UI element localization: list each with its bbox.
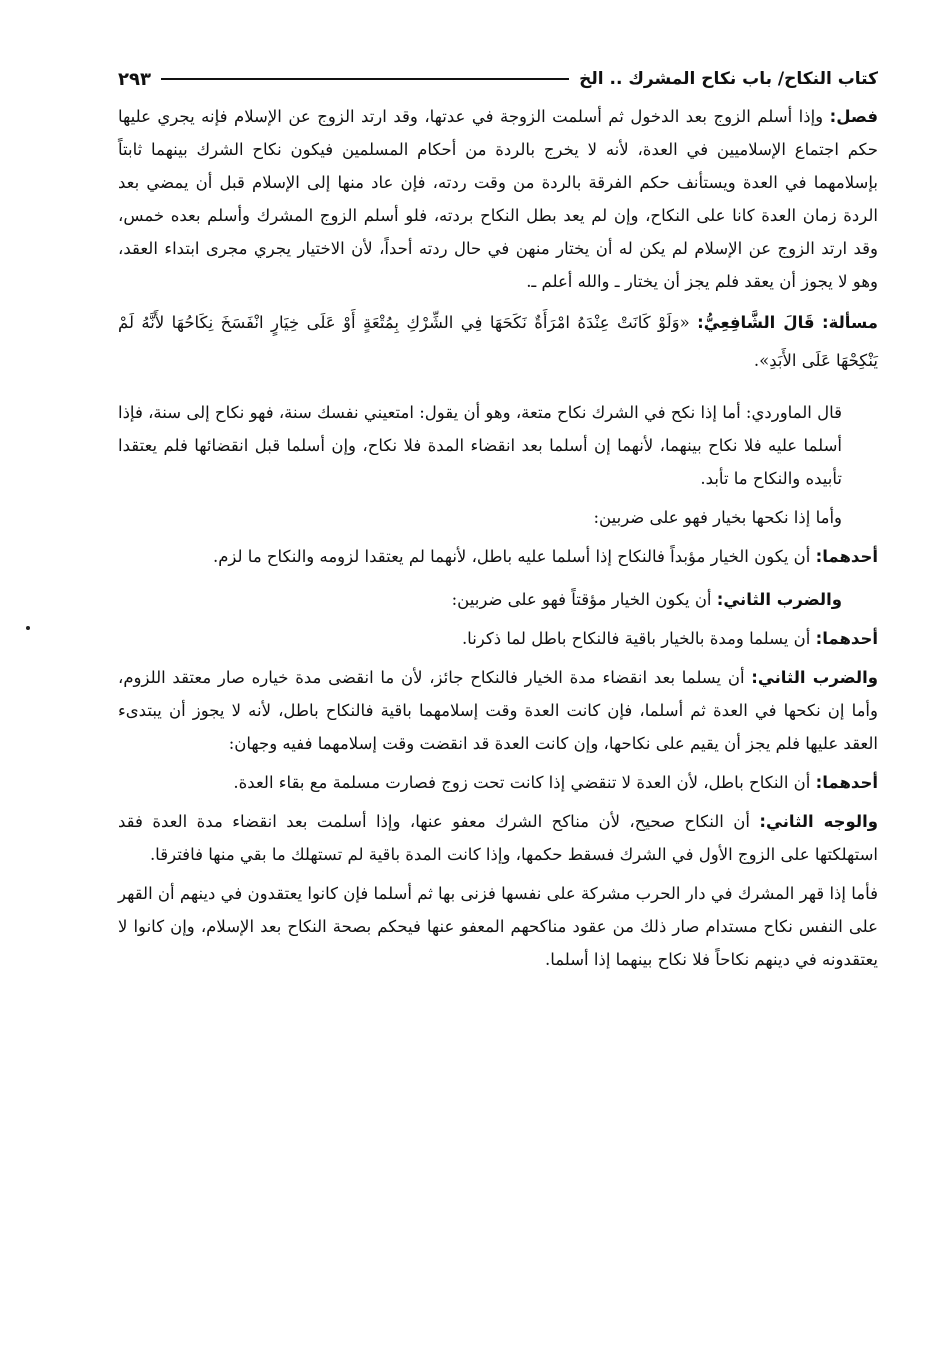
page-number: ٢٩٣: [118, 68, 151, 90]
header-rule: [161, 78, 569, 80]
paragraph-mawardi: [118, 396, 878, 495]
paragraph-khiyar: [118, 501, 878, 534]
paragraph-second-view: [118, 805, 878, 871]
paragraph-lead: أحدهما:: [815, 547, 878, 566]
scan-speck: [26, 626, 30, 630]
paragraph-fasl: [118, 100, 878, 298]
paragraph-second-type: [118, 583, 878, 616]
paragraph-lead: فصل:: [829, 107, 878, 126]
paragraph-lead: أحدهما:: [815, 773, 878, 792]
paragraph-text: أن يسلما بعد انقضاء مدة الخيار فالنكاح جائز، لأن ما انقضى مدة خياره صار معتقد اللزوم، وأما إن نكحها في العدة ثم أسلما، فإن كانت العدة وقت إسلامهما باقية فالنكاح باطل، لأنه لا يجوز أن يبتدىء العقد عليها فلم يجز أن يقيم على نكاحها، وإن كانت العدة قد انقضت وقت إسلامهما ففيه وجهان:: [118, 668, 878, 753]
paragraph-first-type: [118, 540, 878, 573]
paragraph-text: أن يسلما ومدة بالخيار باقية فالنكاح باطل لما ذكرنا.: [461, 629, 816, 648]
paragraph-text: أن النكاح باطل، لأن العدة لا تنقضي إذا كانت تحت زوج فصارت مسلمة مع بقاء العدة.: [233, 773, 816, 792]
quote-text: «وَلَوْ كَانَتْ عِنْدَهُ امْرَأَةٌ نَكَحَهَا فِي الشِّرْكِ بِمُتْعَةٍ أَوْ عَلَى خِيَارٍ انْفَسَخَ نِكَاحُهَا لأَنَّهُ لَمْ يَنْكِحْهَا عَلَى الأَبَدِ».: [118, 313, 878, 370]
paragraph-text: أن يكون الخيار مؤبداً فالنكاح إذا أسلما عليه باطل، لأنهما لم يعتقدا لزومه والنكاح ما لزم.: [212, 547, 816, 566]
masala-quote: [118, 304, 878, 380]
paragraph-text: قال الماوردي: أما إذا نكح في الشرك نكاح متعة، وهو أن يقول: امتعيني نفسك سنة، فهو نكاح إلى سنة، فإذا أسلما عليه فلا نكاح بينهما، لأنهما إن أسلما بعد انقضاء المدة فلا نكاح، وإن أسلما قبل انقضائها فلم يعتقدا تأبيده والنكاح ما تأبد.: [118, 403, 842, 488]
header-title: كتاب النكاح/ باب نكاح المشرك .. الخ: [579, 69, 878, 89]
running-header: [118, 62, 878, 96]
paragraph-first-view: [118, 766, 878, 799]
paragraph-lead: والضرب الثاني:: [751, 668, 878, 687]
paragraph-text: فأما إذا قهر المشرك في دار الحرب مشركة على نفسها فزنى بها ثم أسلما فإن كانوا يعتقدون في دينهم أن القهر على النفس نكاح مستدام صار ذلك من عقود مناكحهم المعفو عنها فيحكم بصحة النكاح بعد الإسلام، وإن كانوا لا يعتقدونه في دينهم نكاحاً فلا نكاح بينهما إذا أسلما.: [118, 884, 878, 969]
paragraph-sub-first: [118, 622, 878, 655]
speaker: قَالَ الشَّافِعِيُّ:: [697, 313, 815, 332]
paragraph-coercion: [118, 877, 878, 976]
paragraph-lead: والضرب الثاني:: [716, 590, 842, 609]
paragraph-text: وإذا أسلم الزوج بعد الدخول ثم أسلمت الزوجة في عدتها، وقد ارتد الزوج عن الإسلام فإنه يجري عليها حكم اجتماع الإسلاميين في العدة، لأنه لا يخرج بالردة من أحكام المسلمين فيكون نكاح الشرك بينهما ثابتاً بإسلامهما في العدة ويستأنف حكم الفرقة بالردة من وقت ردته، فإن عاد منها إلى الإسلام قبل أن يمضي بعد الردة زمان العدة كانا على النكاح، وإن لم يعد بطل النكاح بردته، فلو أسلم الزوج المشرك وأسلم بعده خمس، وقد ارتد الزوج عن الإسلام لم يكن له أن يختار منهن في حال ردته أحداً، لأن الاختيار يجري مجرى ابتداء العقد، وهو لا يجوز أن يعقد فلم يجز أن يختار ـ والله أعلم ـ.: [118, 107, 878, 291]
masala-lead: مسألة:: [822, 313, 879, 332]
paragraph-text: وأما إذا نكحها بخيار فهو على ضربين:: [593, 508, 842, 527]
paragraph-lead: أحدهما:: [815, 629, 878, 648]
paragraph-text: أن النكاح صحيح، لأن مناكح الشرك معفو عنها، وإذا أسلمت بعد انقضاء مدة العدة فقد استهلكتها على الزوج الأول في الشرك فسقط حكمها، وإذا كانت المدة باقية لم تستهلك ما بقي منها فافترقا.: [118, 812, 878, 864]
paragraph-text: أن يكون الخيار مؤقتاً فهو على ضربين:: [451, 590, 717, 609]
paragraph-lead: والوجه الثاني:: [759, 812, 878, 831]
page: [118, 62, 878, 982]
paragraph-sub-second: [118, 661, 878, 760]
